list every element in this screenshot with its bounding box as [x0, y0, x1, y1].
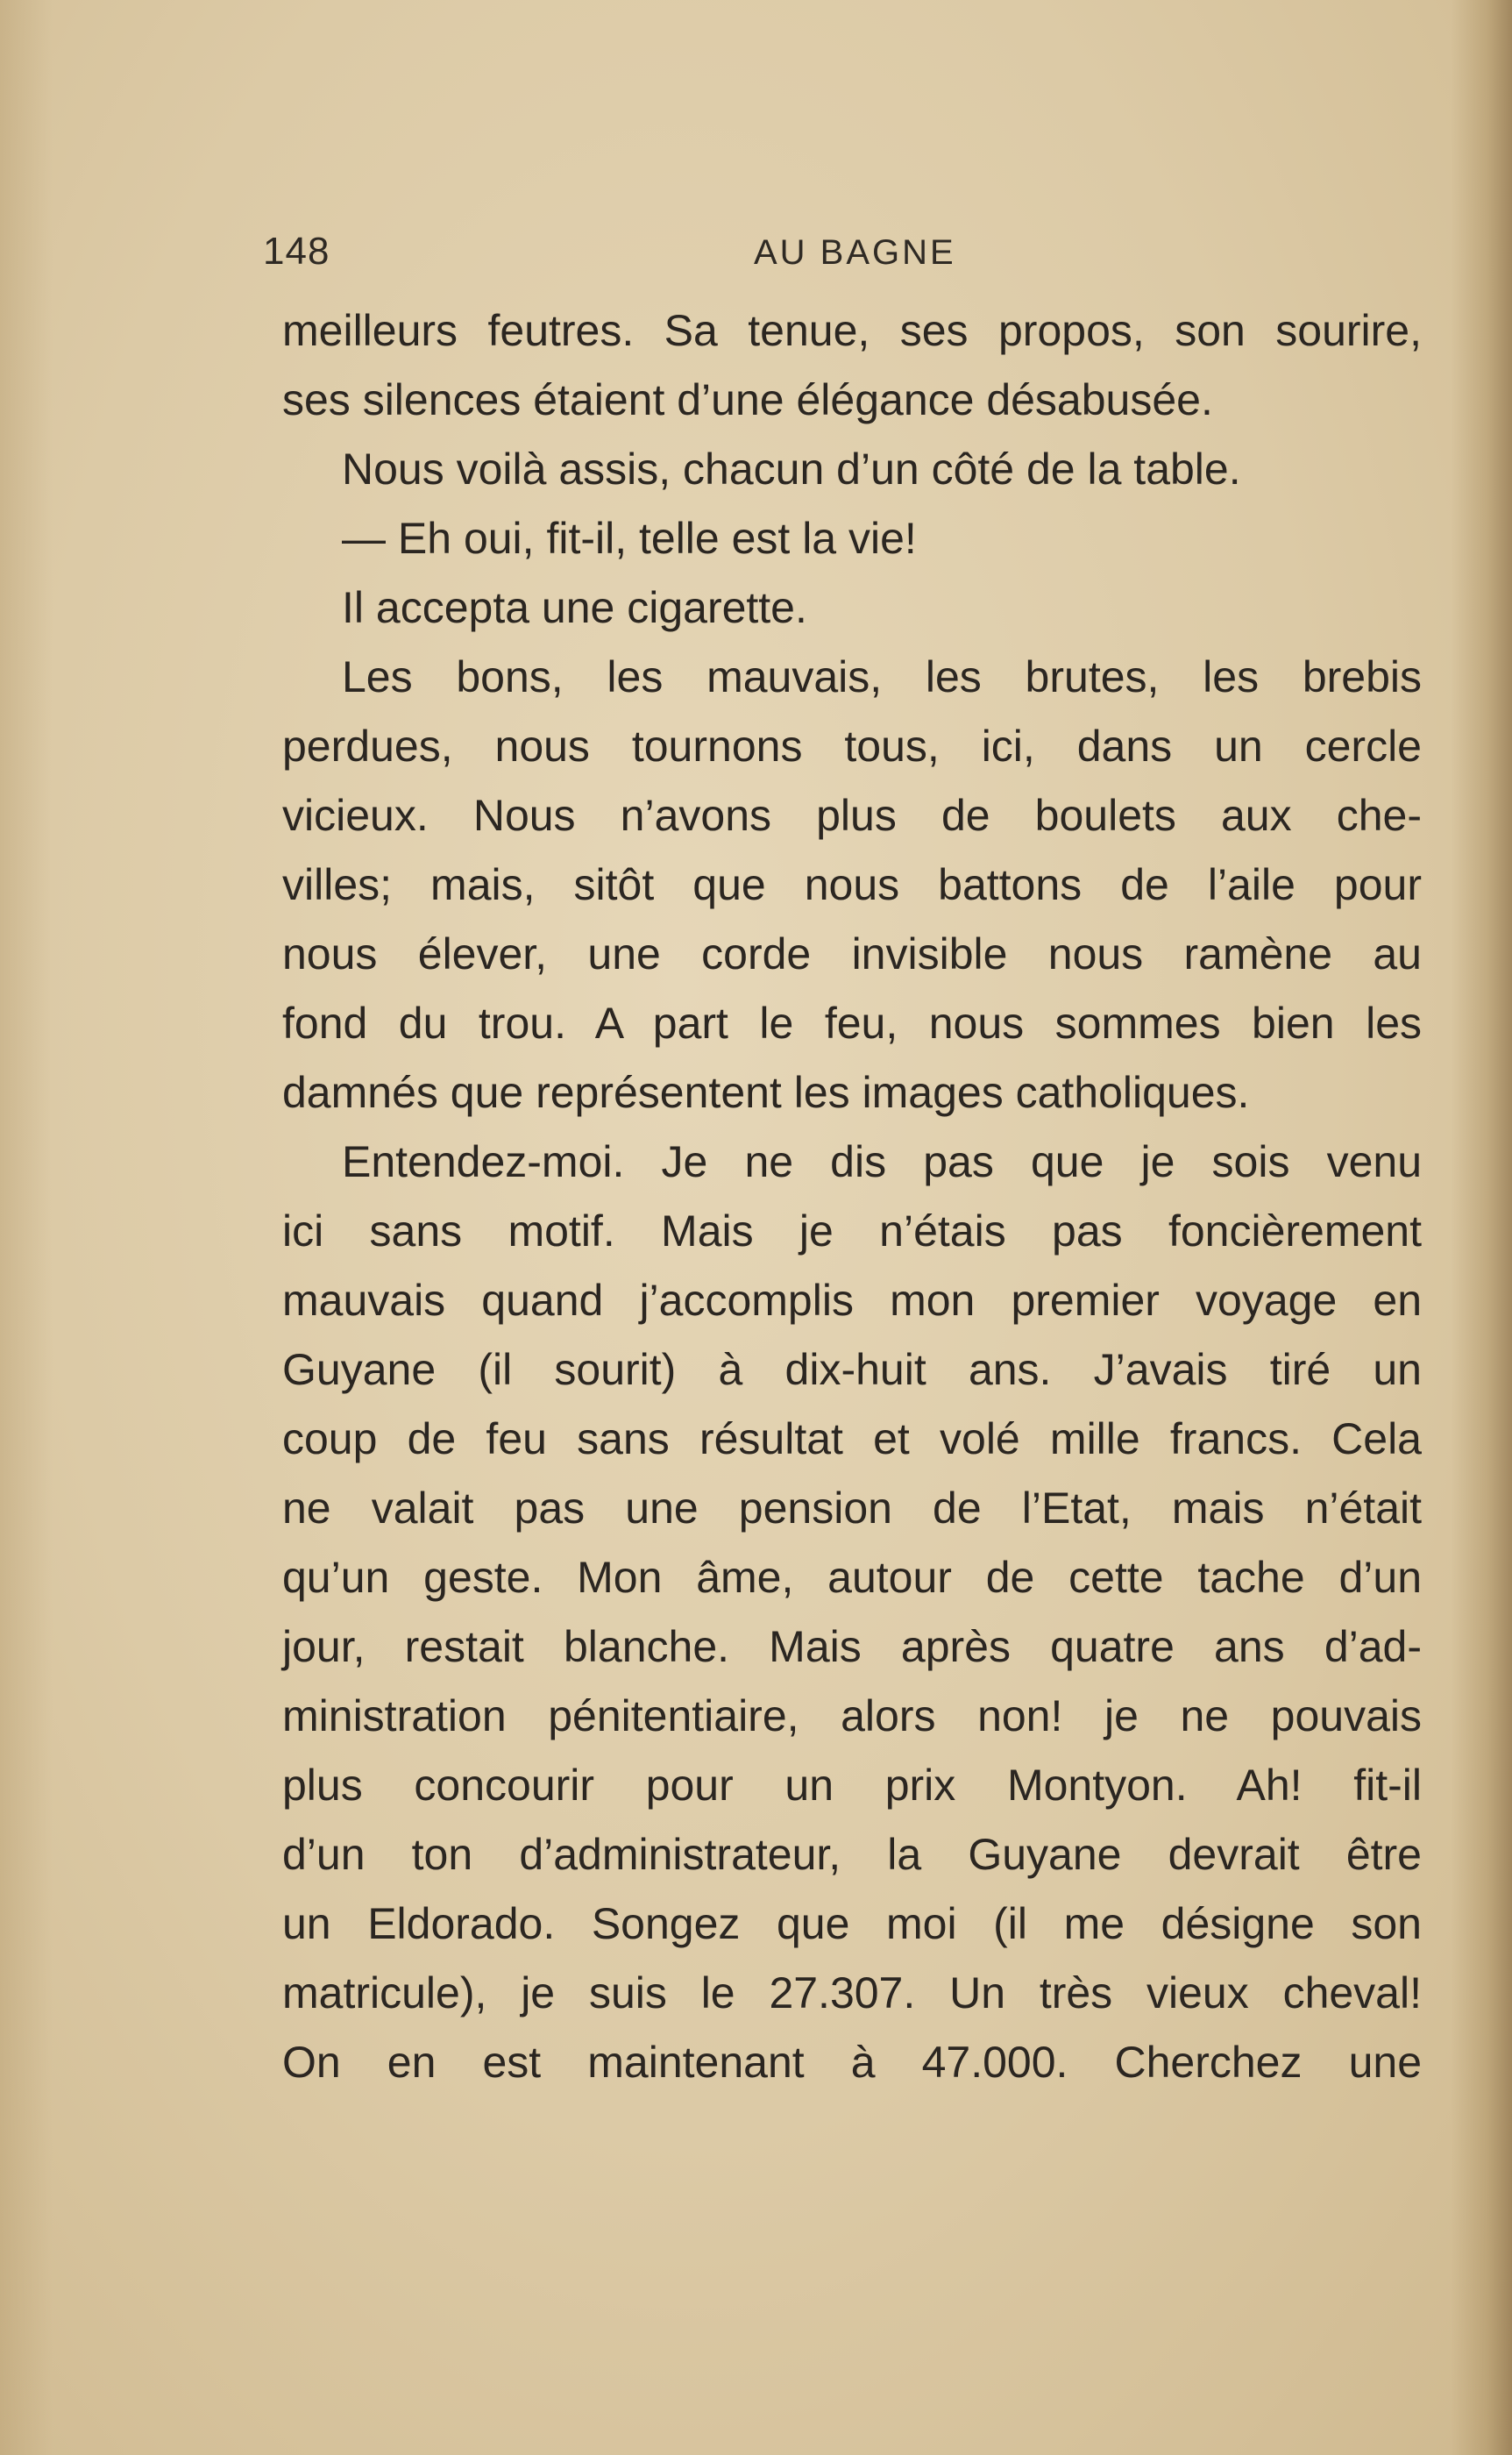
text-line: meilleurs feutres. Sa tenue, ses propos, son sourire, [282, 306, 1422, 355]
text-line: perdues, nous tournons tous, ici, dans un cercle [282, 722, 1422, 771]
page-header [263, 230, 1420, 282]
text-line: nous élever, une corde invisible nous ramène au [282, 929, 1422, 978]
text-line: ses silences étaient d’une élégance désabusée. [282, 375, 1213, 424]
text-line: On en est maintenant à 47.000. Cherchez une [282, 2038, 1422, 2087]
text-line: coup de feu sans résultat et volé mille francs. Cela [282, 1414, 1422, 1463]
text-line: Guyane (il sourit) à dix-huit ans. J’avais tiré un [282, 1345, 1422, 1394]
text-line: fond du trou. A part le feu, nous sommes bien les [282, 999, 1422, 1048]
text-line: Les bons, les mauvais, les brutes, les brebis [342, 652, 1422, 701]
text-line: Nous voilà assis, chacun d’un côté de la table. [342, 445, 1241, 494]
page-left-edge [0, 0, 53, 2455]
text-line: ne valait pas une pension de l’Etat, mais n’était [282, 1484, 1422, 1533]
running-head: AU BAGNE [754, 233, 956, 272]
text-line: ici sans motif. Mais je n’étais pas foncièrement [282, 1206, 1422, 1256]
text-line: un Eldorado. Songez que moi (il me désigne son [282, 1899, 1422, 1948]
text-line: ministration pénitentiaire, alors non! je ne pouvais [282, 1691, 1422, 1740]
text-line: — Eh oui, fit-il, telle est la vie! [342, 514, 917, 563]
text-line: d’un ton d’administrateur, la Guyane devrait être [282, 1830, 1422, 1879]
text-line: Entendez-moi. Je ne dis pas que je sois venu [342, 1137, 1422, 1186]
text-line: jour, restait blanche. Mais après quatre ans d’ad- [282, 1622, 1422, 1671]
text-line: Il accepta une cigarette. [342, 583, 807, 632]
text-line: villes; mais, sitôt que nous battons de l’aile pour [282, 860, 1422, 909]
text-line: vicieux. Nous n’avons plus de boulets aux che- [282, 791, 1422, 840]
body-text [282, 296, 1422, 2097]
page-binding-edge [1451, 0, 1512, 2455]
text-line: mauvais quand j’accomplis mon premier voyage en [282, 1276, 1422, 1325]
text-line: matricule), je suis le 27.307. Un très vieux cheval! [282, 1968, 1422, 2017]
text-line: damnés que représentent les images catholiques. [282, 1068, 1250, 1117]
text-line: qu’un geste. Mon âme, autour de cette tache d’un [282, 1553, 1422, 1602]
text-line: plus concourir pour un prix Montyon. Ah! fit-il [282, 1761, 1422, 1810]
page-number: 148 [263, 230, 330, 273]
